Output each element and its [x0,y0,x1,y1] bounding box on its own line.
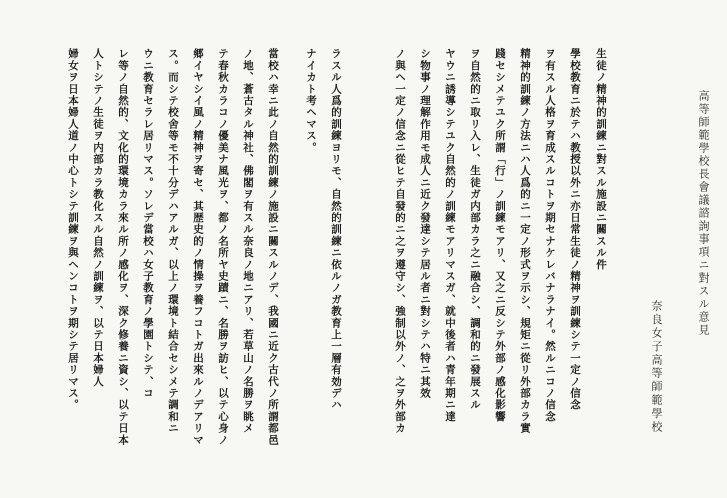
body-line-6: ヲ自然的ニ取リ入レ、生徒ガ内部カラ之ニ融合シ、調和的ニ發展スル [469,48,481,411]
body-line-8: シ物事ノ理解作用モ成人ニ近ク發達シテ居ル者ニ對シテハ特ニ其效 [419,48,431,399]
body-line-20: 婦女ヲ日本婦人道ノ中心トシテ訓練ヲ與ヘンコトヲ期シテ居リマス。 [67,48,79,411]
body-line-4: 精神的訓練ノ方法ニハ人爲的ニ一定ノ形式ヲ示シ、規矩ニ從リ外部カラ實 [519,48,531,435]
body-line-16: ス。而シテ校舍等モ不十分デハアルガ、以上ノ環境ト結合セシメテ調和ニ [167,48,179,435]
body-line-3: ヲ有スル人格ヲ育成スルコトヲ期セナケレバナラナイ。然ルニコノ信念 [544,48,556,423]
body-line-5: 踐セシメテユク所謂「行」ノ訓練モアリ、又之ニ反シテ外部ノ感化影響 [494,48,506,423]
body-line-17: ウニ教育セラレ居リマス。ソレデ當校ハ女子教育ノ學園トシテ、コ [142,48,154,399]
school-name: 奈良女子高等師範學校 [650,300,663,434]
body-line-7: ヤウニ誘導シテユク自然的ノ訓練モアリマスガ、就中後者ハ青年期ニ達 [444,48,456,423]
body-line-12: 當校ハ幸ニ此ノ自然的訓練ノ施設ニ關スルノデ、我國ニ近ク古代ノ所謂都邑 [267,48,279,446]
body-line-10: ラスル人爲的訓練ヨリモ、自然的訓練ニ依ルノガ教育上一層有効デハ [330,48,342,411]
body-line-2: 學校教育ニ於テハ教授以外ニ亦日常生徒ノ精神ヲ訓練シテ一定ノ信念 [569,48,581,411]
body-line-13: ノ地、蒼古タル神社、佛閣ヲ有スル奈良ノ地ニアリ、若草山ノ名勝ヲ眺メ [242,48,254,435]
body-line-15: 郷イヤシイ風ノ精神ヲ寄セ、其歴史的ノ情操ヲ養フコトガ出來ルノデアリマ [192,48,204,446]
body-line-9: ノ與ヘ一定ノ信念ニ從ヒテ自發的ニ之ヲ遵守シ、強制以外ノ、之ヲ外部カ [394,48,406,435]
body-line-18: レ等ノ自然的、文化的環境カラ來ル所ノ感化ヲ、深ク修養ニ資シ、以テ日本 [117,48,129,446]
body-line-19: 人トシテノ生徒ヲ内部カラ教化スル自然ノ訓練ヲ、以テ日本婦人 [92,48,104,388]
body-line-14: テ春秋カラコノ優美ナ風光ヲ、都ノ名所ヤ史蹟ニ、名勝ヲ訪ヒ、以テ心身ノ [217,48,229,446]
body-line-1: 生徒ノ精神的訓練ニ對スル施設ニ關スル件 [595,48,607,271]
body-line-11: ナイカト考ヘマス。 [305,48,317,154]
document-title: 高等師範學校長會議諮詢事項ニ對スル意見 [697,90,710,337]
